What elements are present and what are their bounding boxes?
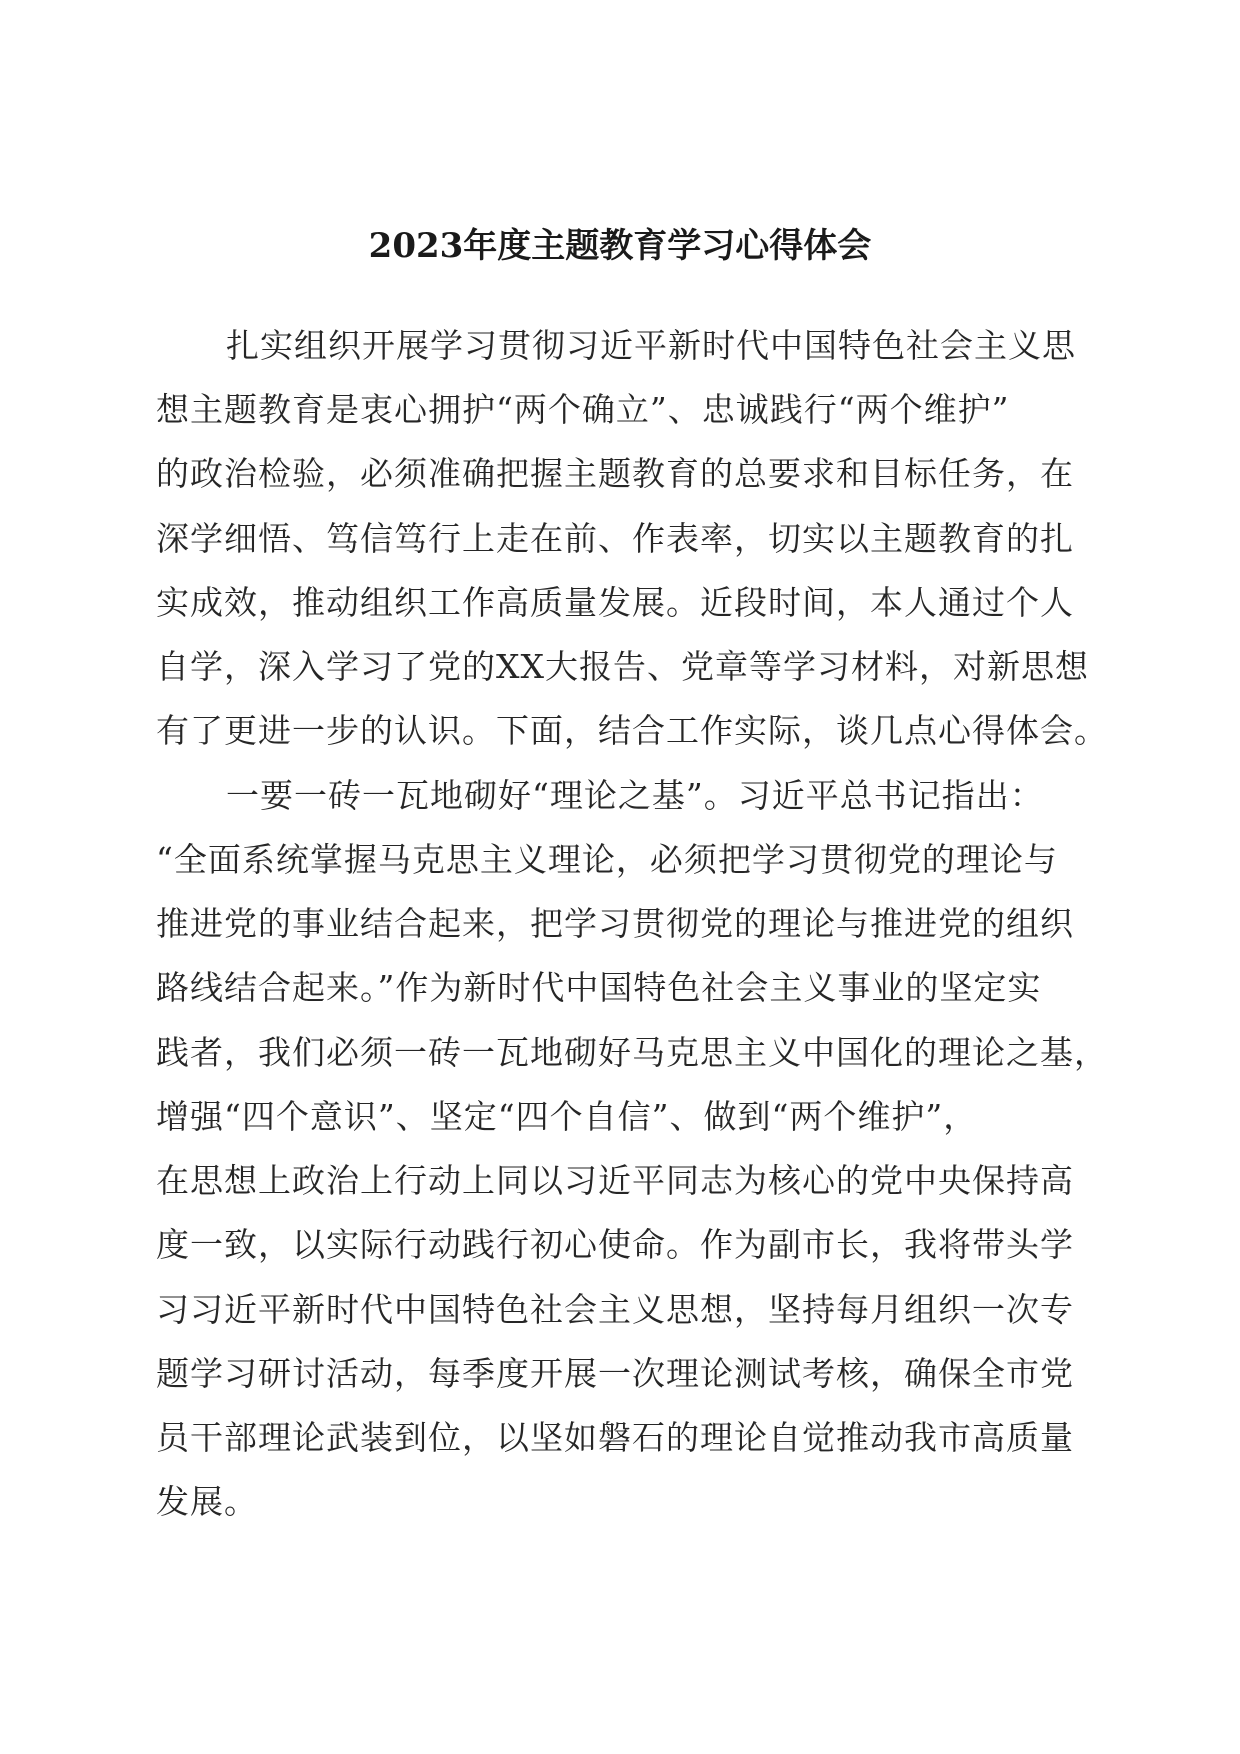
document-title: 2023年度主题教育学习心得体会 (368, 226, 872, 266)
paragraph-1-line-1: 扎实组织开展学习贯彻习近平新时代中国特色社会主义思 (226, 326, 1076, 365)
paragraph-2-line-5: 践者，我们必须一砖一瓦地砌好马克思主义中国化的理论之基， (156, 1033, 1108, 1072)
paragraph-2-line-4: 路线结合起来。”作为新时代中国特色社会主义事业的坚定实 (156, 968, 1042, 1007)
paragraph-2-line-1: 一要一砖一瓦地砌好“理论之基”。习近平总书记指出： (226, 776, 1044, 815)
paragraph-2-line-3: 推进党的事业结合起来，把学习贯彻党的理论与推进党的组织 (156, 904, 1074, 943)
paragraph-1-line-2: 想主题教育是衷心拥护“两个确立”、忠诚践行“两个维护” (156, 390, 1010, 429)
paragraph-1-line-4: 深学细悟、笃信笃行上走在前、作表率，切实以主题教育的扎 (156, 519, 1074, 558)
paragraph-1-line-5: 实成效，推动组织工作高质量发展。近段时间，本人通过个人 (156, 583, 1074, 622)
paragraph-2-line-2: “全面系统掌握马克思主义理论，必须把学习贯彻党的理论与 (156, 840, 1058, 879)
paragraph-2-line-8: 度一致，以实际行动践行初心使命。作为副市长，我将带头学 (156, 1225, 1074, 1264)
paragraph-2-line-9: 习习近平新时代中国特色社会主义思想，坚持每月组织一次专 (156, 1290, 1074, 1329)
paragraph-2-line-7: 在思想上政治上行动上同以习近平同志为核心的党中央保持高 (156, 1161, 1074, 1200)
paragraph-1-line-3: 的政治检验，必须准确把握主题教育的总要求和目标任务，在 (156, 454, 1074, 493)
paragraph-2-line-6: 增强“四个意识”、坚定“四个自信”、做到“两个维护”， (156, 1097, 978, 1136)
paragraph-2-line-12: 发展。 (156, 1482, 258, 1521)
paragraph-2-line-11: 员干部理论武装到位，以坚如磐石的理论自觉推动我市高质量 (156, 1418, 1074, 1457)
paragraph-1-line-6: 自学，深入学习了党的XX大报告、党章等学习材料，对新思想 (156, 647, 1089, 686)
paragraph-1-line-7: 有了更进一步的认识。下面，结合工作实际，谈几点心得体会。 (156, 711, 1108, 750)
paragraph-2-line-10: 题学习研讨活动，每季度开展一次理论测试考核，确保全市党 (156, 1354, 1074, 1393)
